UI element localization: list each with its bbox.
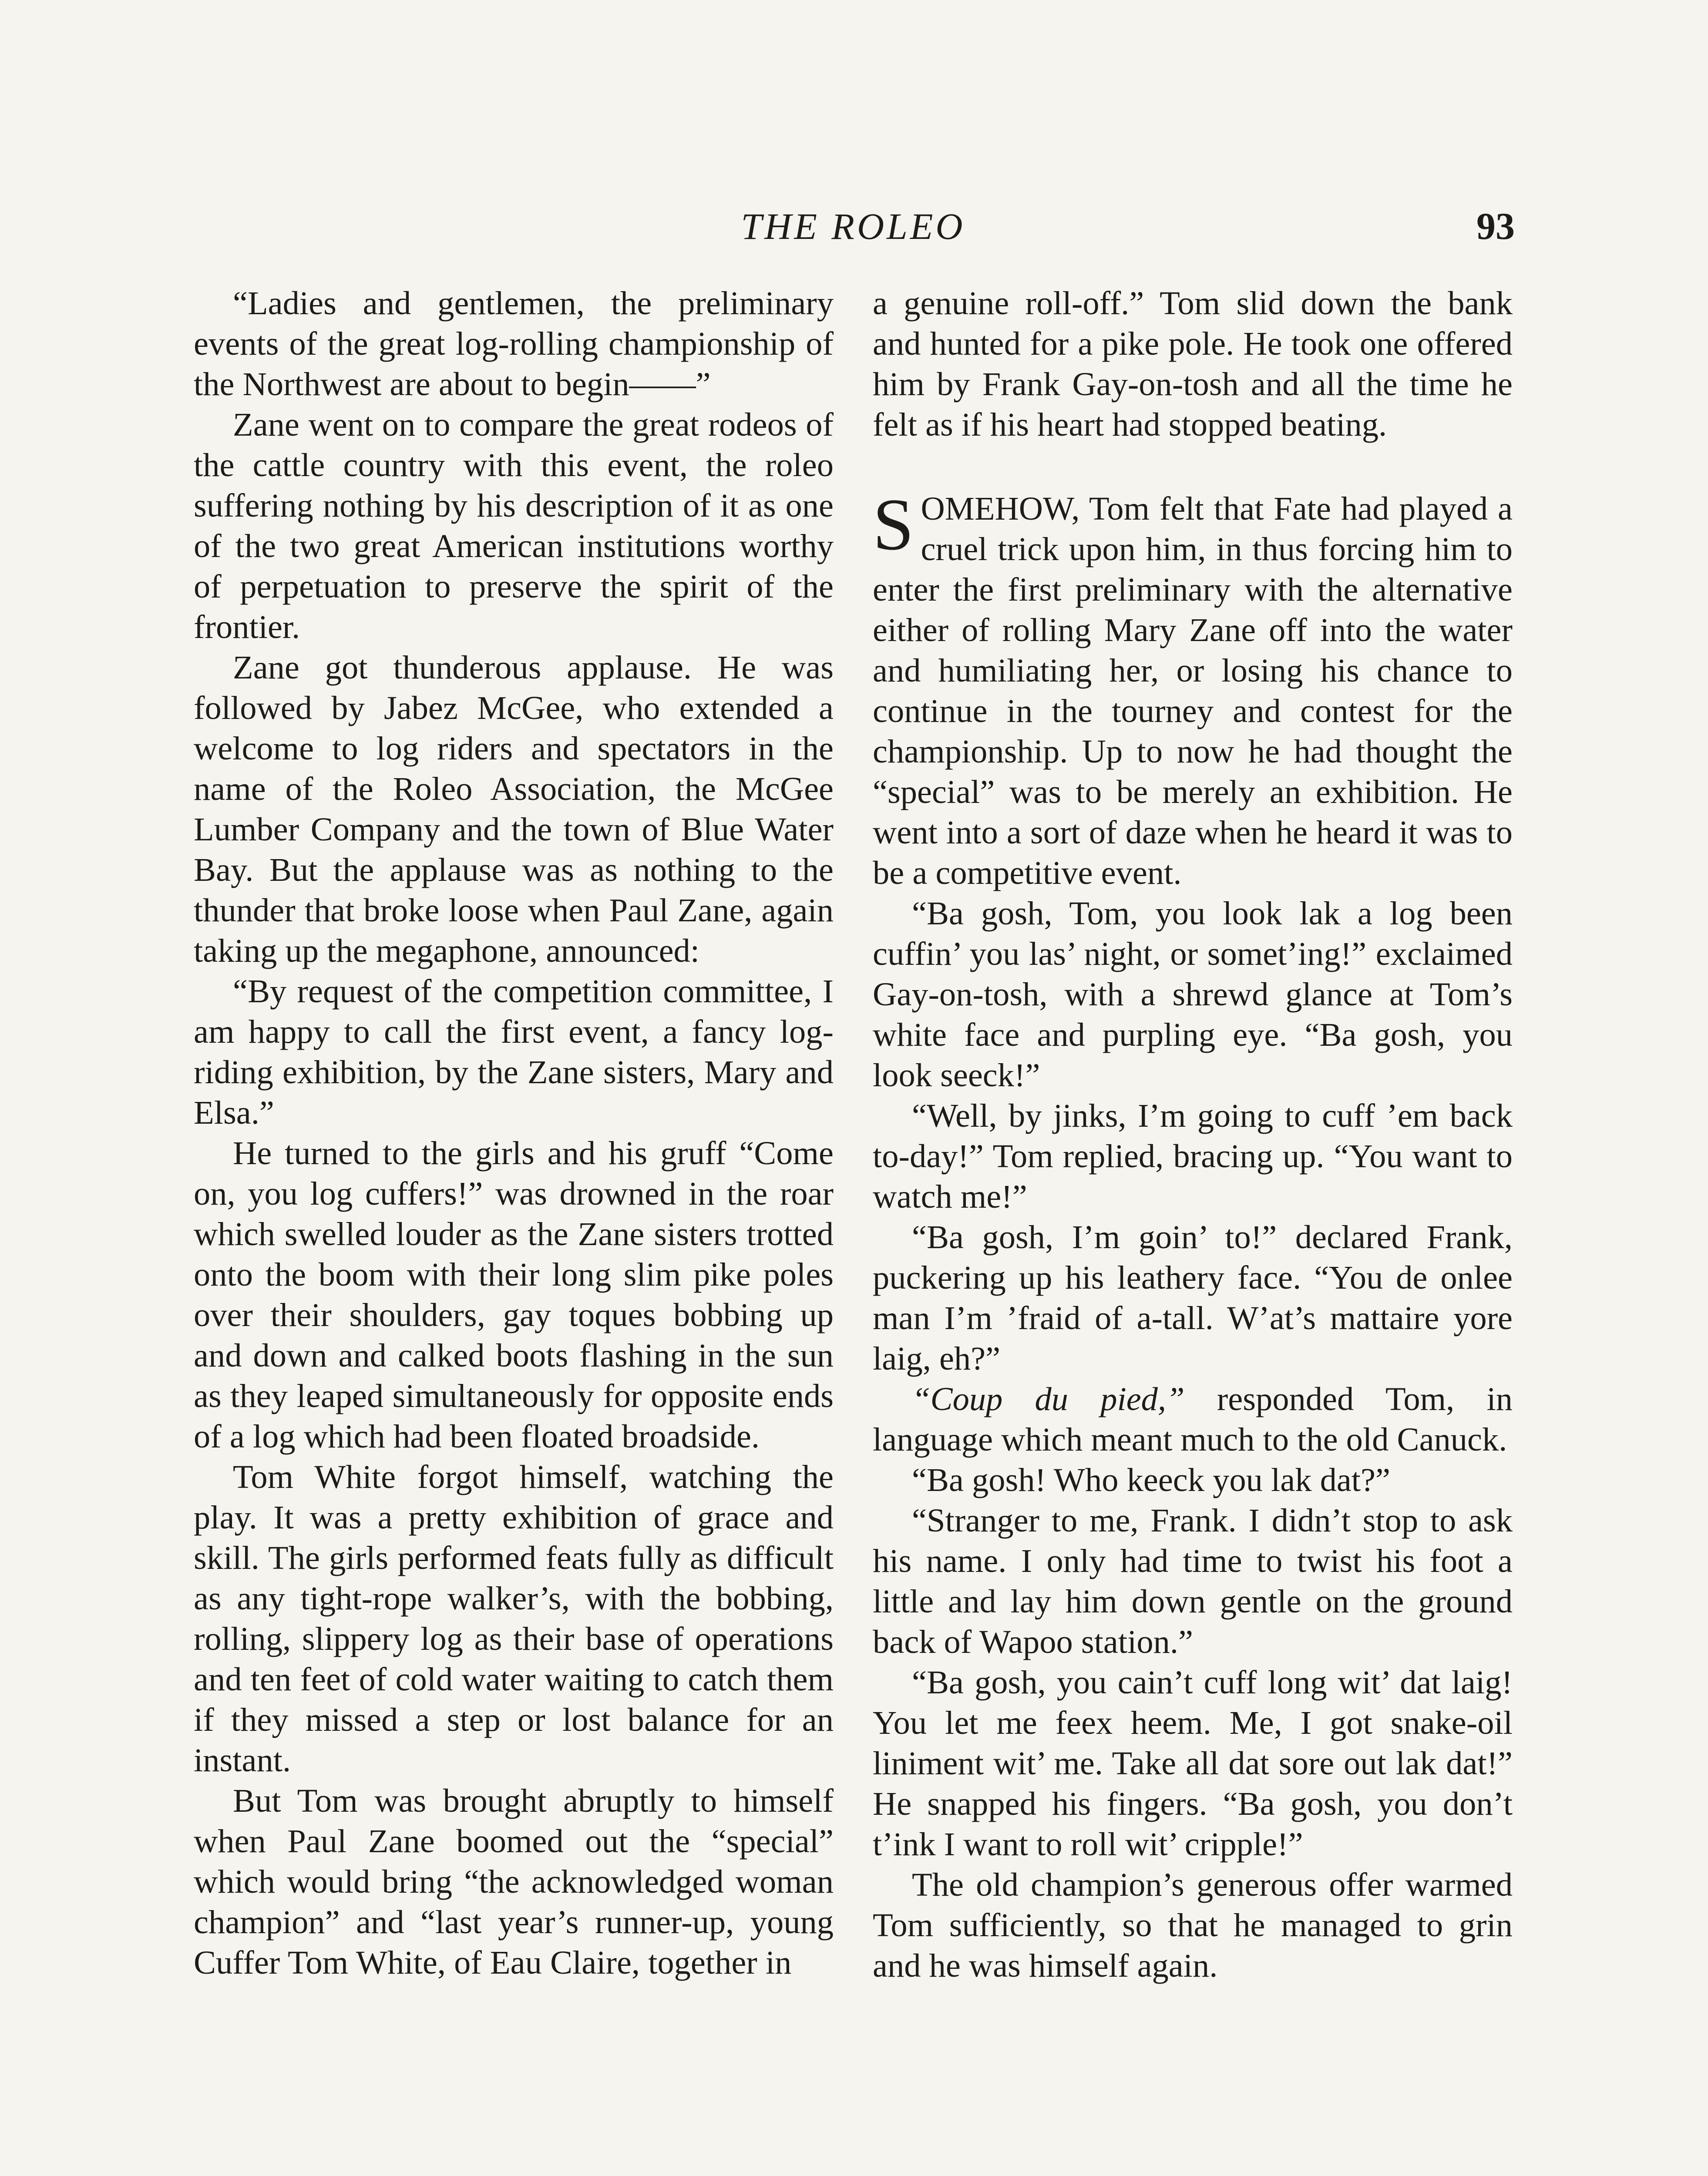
continued-paragraph: a genuine roll-off.” Tom slid down the bank and hunted for a pike pole. He took one offered him by Frank Gay-on-tosh and all the time he felt as if his heart had stopped beating.	[873, 285, 1513, 443]
paragraph: “Ba gosh, you cain’t cuff long wit’ dat laig! You let me feex heem. Me, I got snake-oil liniment wit’ me. Take all dat sore out lak dat!” He snapped his fingers. “Ba gosh, you don’t t’ink I want to roll wit’ cripple!”	[873, 1664, 1513, 1863]
paragraph: Zane got thunderous applause. He was followed by Jabez McGee, who extended a welcome to log riders and spectators in the name of the Roleo Association, the McGee Lumber Company and the town of Blue Water Bay. But the applause was as nothing to the thunder that broke loose when Paul Zane, again taking up the megaphone, announced:	[194, 649, 834, 969]
paragraph: “Stranger to me, Frank. I didn’t stop to ask his name. I only had time to twist his foot a little and lay him down gentle on the ground back of Wapoo station.”	[873, 1502, 1513, 1660]
page-header	[192, 205, 1515, 265]
paragraph	[873, 1379, 1513, 1460]
paragraph: “Well, by jinks, I’m going to cuff ’em back to-day!” Tom replied, bracing up. “You want to watch me!”	[873, 1097, 1513, 1215]
right-column	[873, 283, 1513, 1986]
italic-phrase: “Coup du pied,”	[912, 1380, 1185, 1417]
paragraph: But Tom was brought abruptly to himself when Paul Zane boomed out the “special” which would bring “the acknowledged woman champion” and “last year’s runner-up, young Cuffer Tom White, of Eau Claire, together in	[194, 1782, 834, 1981]
paragraph: “Ba gosh! Who keeck you lak dat?”	[912, 1461, 1390, 1498]
running-title: THE ROLEO	[741, 205, 965, 247]
paragraph: “Ba gosh, Tom, you look lak a log been cuffin’ you las’ night, or somet’ing!” exclaimed Gay-on-tosh, with a shrewd glance at Tom’s white face and purpling eye. “Ba gosh, you look seeck!”	[873, 895, 1513, 1094]
paragraph: “Ladies and gentlemen, the preliminary events of the great log-rolling championship of the Northwest are about to begin——”	[194, 285, 834, 403]
paragraph: He turned to the girls and his gruff “Come on, you log cuffers!” was drowned in the roar which swelled louder as the Zane sisters trotted onto the boom with their long slim pike poles over their shoulders, gay toques bobbing up and down and calked boots flashing in the sun as they leaped simultaneously for opposite ends of a log which had been floated broadside.	[194, 1135, 834, 1455]
section-opening-text: OMEHOW, Tom felt that Fate had played a cruel trick upon him, in thus forcing him to enter the first preliminary with the alternative either of rolling Mary Zane off into the water and humiliating her, or losing his chance to continue in the tourney and contest for the championship. Up to now he had thought the “special” was to be merely an exhibition. He went into a sort of daze when he heard it was to be a competitive event.	[873, 490, 1513, 891]
paragraph: Tom White forgot himself, watching the play. It was a pretty exhibition of grace and skill. The girls performed feats fully as difficult as any tight-rope walker’s, with the bobbing, rolling, slippery log as their base of operations and ten feet of cold water waiting to catch them if they missed a step or lost balance for an instant.	[194, 1458, 834, 1779]
paragraph: “By request of the competition committee, I am happy to call the first event, a fancy log-riding exhibition, by the Zane sisters, Mary and Elsa.”	[194, 973, 834, 1131]
section-opening-paragraph	[873, 484, 1513, 893]
paragraph-text: responded Tom, in language which meant much to the old Canuck.	[873, 1380, 1513, 1458]
drop-cap: S	[873, 484, 914, 565]
page-number: 93	[1476, 205, 1515, 248]
paragraph: The old champion’s generous offer warmed Tom sufficiently, so that he managed to grin and he was himself again.	[873, 1866, 1513, 1984]
paragraph: Zane went on to compare the great rodeos of the cattle country with this event, the roleo suffering nothing by his description of it as one of the two great American institutions worthy of perpetuation to preserve the spirit of the frontier.	[194, 406, 834, 645]
paragraph: “Ba gosh, I’m goin’ to!” declared Frank, puckering up his leathery face. “You de onlee man I’m ’fraid of a-tall. W’at’s mattaire yore laig, eh?”	[873, 1219, 1513, 1377]
left-column	[194, 283, 834, 1983]
